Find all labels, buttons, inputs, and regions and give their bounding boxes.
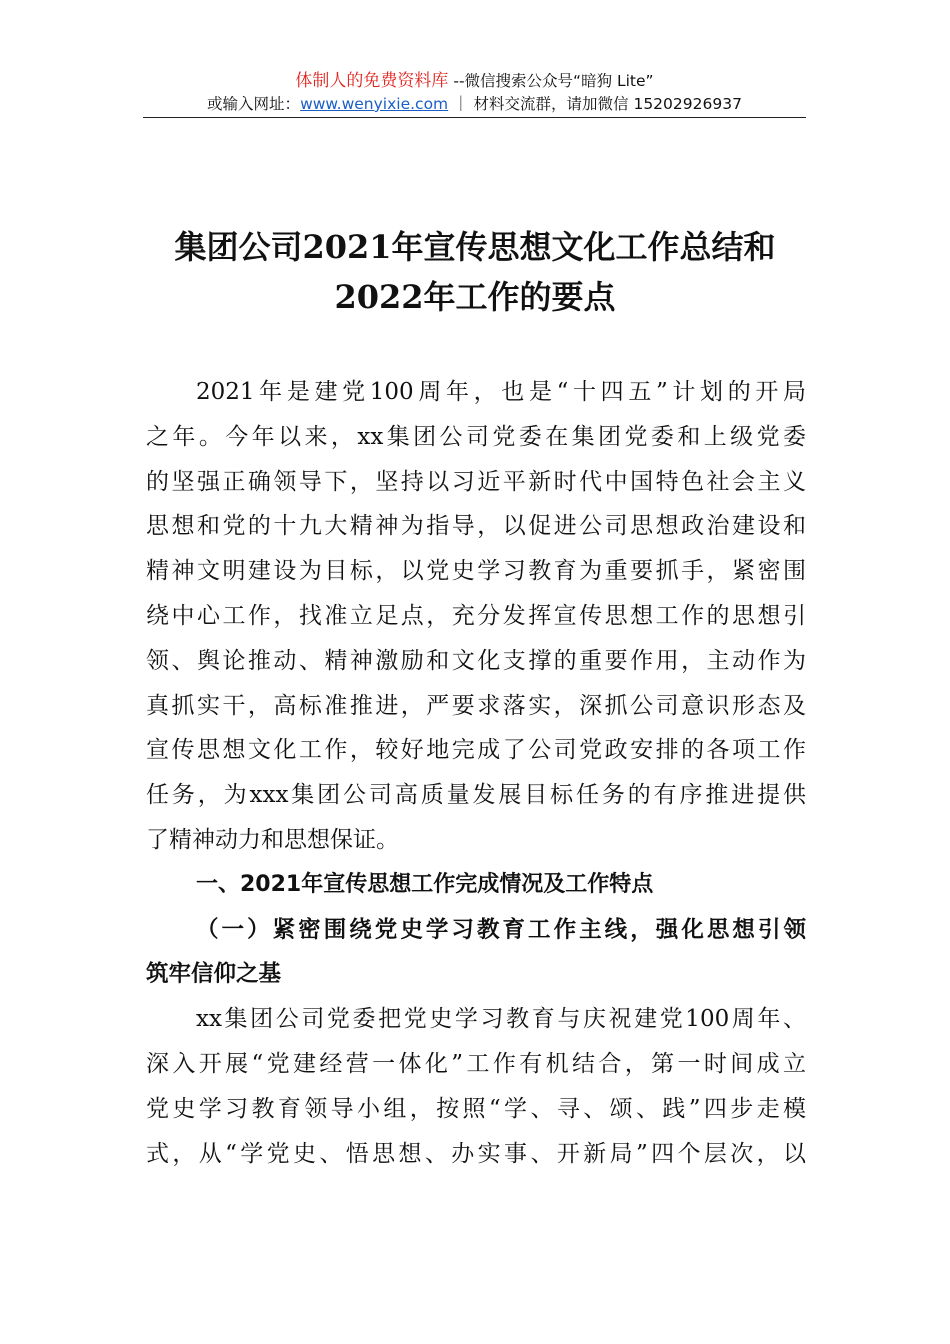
page-header [143, 70, 806, 116]
paragraph-line: 绕中心工作，找准立足点，充分发挥宣传思想工作的思想引 [146, 602, 806, 629]
paragraph-line: 领、舆论推动、精神激励和文化支撑的重要作用，主动作为 [146, 647, 806, 674]
paragraph-line: 思想和党的十九大精神为指导，以促进公司思想政治建设和 [146, 513, 806, 540]
paragraph-line: 真抓实干，高标准推进，严要求落实，深抓公司意识形态及 [146, 692, 806, 719]
title-line: 集团公司2021年宣传思想文化工作总结和 [174, 228, 776, 266]
paragraph-line: 的坚强正确领导下，坚持以习近平新时代中国特色社会主义 [146, 468, 806, 495]
paragraph-line: 精神文明建设为目标，以党史学习教育为重要抓手，紧密围 [146, 558, 806, 585]
subsection-heading: 筑牢信仰之基 [146, 961, 282, 988]
paragraph-line: 2021年是建党100周年，也是“十四五”计划的开局 [196, 379, 806, 405]
paragraph-line: 式，从“学党史、悟思想、办实事、开新局”四个层次，以 [146, 1140, 806, 1167]
search-hint: --微信搜索公众号“暗狗 Lite” [448, 72, 654, 90]
paragraph-line: xx集团公司党委把党史学习教育与庆祝建党100周年、 [196, 1006, 806, 1033]
contact-text: ｜ 材料交流群，请加微信 15202926937 [448, 95, 742, 113]
paragraph-line: 深入开展“党建经营一体化”工作有机结合，第一时间成立 [146, 1050, 806, 1077]
section-heading: 一、2021年宣传思想工作完成情况及工作特点 [196, 871, 654, 897]
brand-text: 体制人的免费资料库 [295, 71, 449, 91]
document-body [146, 370, 806, 1176]
paragraph-line: 任务，为xxx集团公司高质量发展目标任务的有序推进提供 [146, 782, 806, 809]
subsection-heading: （一）紧密围绕党史学习教育工作主线，强化思想引领 [196, 916, 806, 943]
document-title [100, 222, 850, 322]
paragraph-line: 了精神动力和思想保证。 [146, 826, 399, 853]
paragraph-line: 党史学习教育领导小组，按照“学、寻、颂、践”四步走模 [146, 1095, 806, 1122]
title-line: 2022年工作的要点 [334, 278, 616, 316]
paragraph-line: 宣传思想文化工作，较好地完成了公司党政安排的各项工作 [146, 737, 806, 764]
paragraph-line: 之年。今年以来，xx集团公司党委在集团党委和上级党委 [146, 423, 806, 450]
header-divider [143, 117, 806, 118]
url-label: 或输入网址： [207, 95, 301, 113]
website-link[interactable]: www.wenyixie.com [300, 95, 449, 113]
